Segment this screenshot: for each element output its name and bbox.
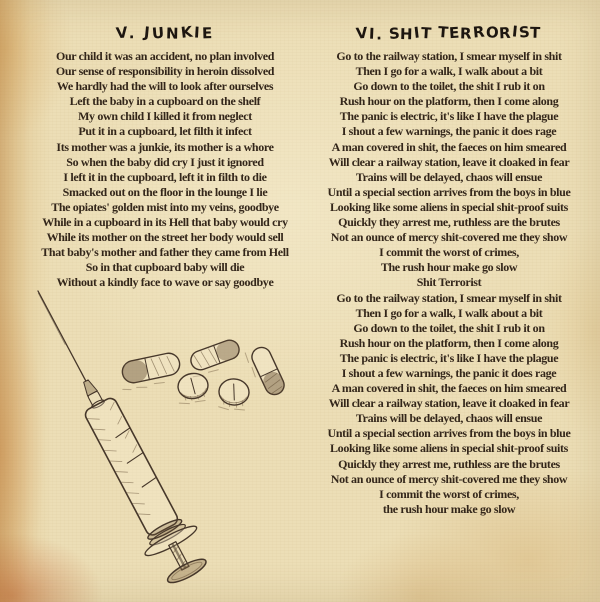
lyric-line: I shout a few warnings, the panic it does rage <box>341 365 557 380</box>
song-title-junkie: V. JUNKIE <box>114 22 215 43</box>
lyric-line: Quickly they arrest me, ruthless are the brutes <box>338 456 560 471</box>
capsule-sketch <box>117 351 183 392</box>
lyric-line: The opiates' golden mist into my veins, goodbye <box>51 199 279 214</box>
lyric-line: Shit Terrorist <box>416 275 482 290</box>
lyric-line: Rush hour on the platform, then I come along <box>339 335 559 350</box>
lyric-line: Until a special section arrives from the boys in blue <box>327 426 571 441</box>
plunger-thumb-rest <box>165 555 209 587</box>
lyric-line: I left it in the cupboard, left it in filth to die <box>63 169 267 184</box>
lyric-line: Until a special section arrives from the boys in blue <box>327 184 571 199</box>
lyric-line: A man covered in shit, the faeces on him smeared <box>331 139 567 154</box>
lyric-line: The panic is electric, it's like I have the plague <box>339 350 559 365</box>
song-column-junkie <box>26 24 304 291</box>
lyric-line: So in that cupboard baby will die <box>85 260 245 275</box>
lyric-line: Then I go for a walk, I walk about a bit <box>355 305 543 320</box>
lyric-line: Go down to the toilet, the shit I rub it on <box>353 320 545 335</box>
needle <box>38 291 86 381</box>
lyric-line: The panic is electric, it's like I have the plague <box>339 109 559 124</box>
lyric-line: Quickly they arrest me, ruthless are the brutes <box>338 215 560 230</box>
lyric-line: Trains will be delayed, chaos will ensue <box>355 411 543 426</box>
tablet-sketch <box>175 372 210 406</box>
lyric-line: While its mother on the street her body would sell <box>46 230 284 245</box>
song-column-shit-terrorist <box>304 24 594 517</box>
lyric-line: My own child I killed it from neglect <box>78 109 252 124</box>
lyric-line: While in a cupboard in its Hell that baby would cry <box>42 215 288 230</box>
lyric-line: Looking like some aliens in special shit-proof suits <box>330 441 568 456</box>
lyric-line: Go to the railway station, I smear myself in shit <box>336 290 562 305</box>
lyric-line: Smacked out on the floor in the lounge I lie <box>62 184 268 199</box>
syringe-and-pills-illustration <box>10 283 310 598</box>
lyric-line: Its mother was a junkie, its mother is a whore <box>56 139 274 154</box>
lyric-line: Then I go for a walk, I walk about a bit <box>355 64 543 79</box>
lyric-line: I commit the worst of crimes, <box>379 245 519 260</box>
lyrics-shit-terrorist <box>304 49 594 517</box>
lyric-line: Without a kindly face to wave or say goodbye <box>56 275 274 290</box>
lyric-line: Rush hour on the platform, then I come along <box>339 94 559 109</box>
lyric-line: Not an ounce of mercy shit-covered me they show <box>330 471 568 486</box>
lyric-line: Go down to the toilet, the shit I rub it on <box>353 79 545 94</box>
tablet-sketch <box>217 378 250 411</box>
lyric-line: Our sense of responsibility in heroin dissolved <box>55 64 275 79</box>
lyric-line: That baby's mother and father they came from Hell <box>41 245 289 260</box>
lyric-line: I commit the worst of crimes, <box>379 486 519 501</box>
lyric-line: Looking like some aliens in special shit-proof suits <box>330 199 568 214</box>
lyric-line: I shout a few warnings, the panic it does rage <box>341 124 557 139</box>
lyric-line: Our child it was an accident, no plan involved <box>55 49 275 63</box>
capsule-sketch <box>244 343 287 399</box>
lyric-line: Will clear a railway station, leave it cloaked in fear <box>328 154 570 169</box>
lyric-line: A man covered in shit, the faeces on him smeared <box>331 381 567 396</box>
syringe-sketch <box>12 283 215 590</box>
lyric-line: So when the baby did cry I just it ignored <box>66 154 264 169</box>
lyrics-junkie <box>26 49 304 291</box>
capsule-sketch <box>185 338 243 379</box>
syringe-barrel <box>83 396 180 537</box>
lyric-line: Put it in a cupboard, let filth it infect <box>78 124 252 139</box>
lyric-line: Trains will be delayed, chaos will ensue <box>355 169 543 184</box>
lyric-line: Left the baby in a cupboard on the shelf <box>69 94 261 109</box>
lyric-line: Not an ounce of mercy shit-covered me they show <box>330 230 568 245</box>
lyric-line: Will clear a railway station, leave it cloaked in fear <box>328 396 570 411</box>
lyric-line: Go to the railway station, I smear myself in shit <box>336 49 562 63</box>
lyric-line: The rush hour make go slow <box>380 260 518 275</box>
song-title-shit-terrorist: VI. SHIT TERRORIST <box>355 22 542 44</box>
lyric-line: We hardly had the will to look after ourselves <box>56 79 274 94</box>
lyric-line: the rush hour make go slow <box>382 501 516 516</box>
